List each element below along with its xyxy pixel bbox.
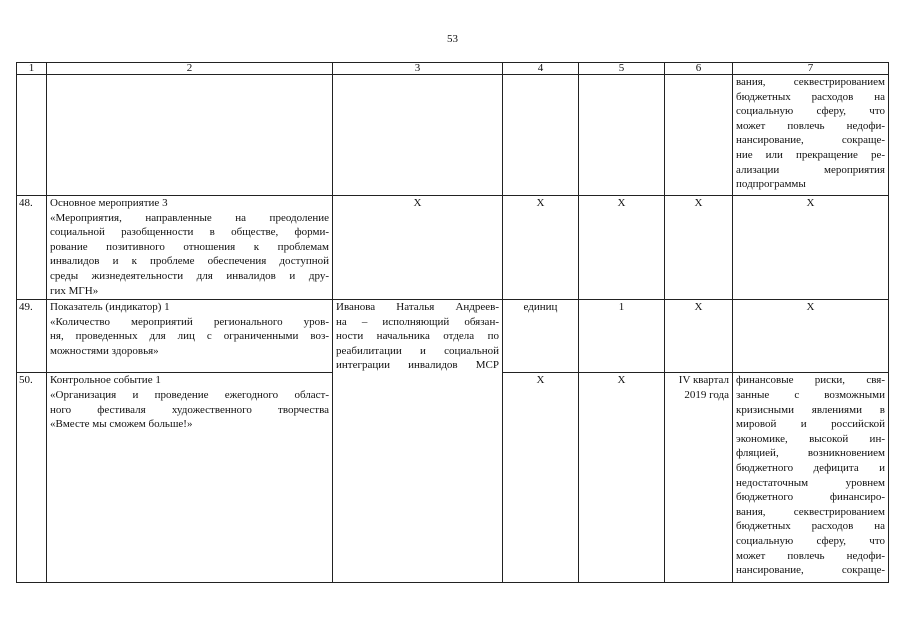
col-header-4: 4	[503, 63, 579, 75]
unit-cell: Х	[503, 196, 579, 300]
value-cell: Х	[579, 373, 665, 583]
col-header-7: 7	[733, 63, 889, 75]
row-number: 48.	[17, 196, 47, 300]
col-header-1: 1	[17, 63, 47, 75]
measures-table	[16, 62, 889, 583]
deadline-cell: IV квартал 2019 года	[665, 373, 733, 583]
row-number: 49.	[17, 300, 47, 373]
indicator-text: Показатель (индикатор) 1 «Количество мероприятий регионального уров- ня, проведенных для лиц с ограниченными воз- можностями здоровья»	[47, 300, 333, 373]
main-activity-text: Основное мероприятие 3 «Мероприятия, направленные на преодоление социальной разобщенности в обществе, форми- рование позитивного отношения к проблемам инвалидов и к проблеме обеспечения доступной среды жизнедеятельности для инвалидов и дру- гих МГН»	[47, 196, 333, 300]
unit-cell: единиц	[503, 300, 579, 373]
continued-col4	[503, 75, 579, 196]
continued-row	[17, 75, 889, 196]
continued-risk-text: вания, секвестрированием бюджетных расходов на социальную сферу, что может повлечь недофи- нансирование, сокраще- ние или прекращение ре- ализации мероприятия подпрограммы	[733, 75, 889, 196]
responsible-cell: Х	[333, 196, 503, 300]
responsible-person: Иванова Наталья Андреев- на – исполняющий обязан- ности начальника отдела по реабилитации и социальной интеграции инвалидов МСР	[333, 300, 503, 373]
deadline-cell: Х	[665, 196, 733, 300]
risk-cell: Х	[733, 196, 889, 300]
unit-cell: Х	[503, 373, 579, 583]
risk-text: финансовые риски, свя- занные с возможными кризисными явлениями в мировой и российской экономике, высокой ин- фляцией, возникновением бюджетного дефицита и недостаточным уровнем бюджетного финансиро- вания, секвестрированием бюджетных расходов на социальную сферу, что может повлечь недофи- нансирование, сокраще-	[733, 373, 889, 583]
continued-num	[17, 75, 47, 196]
col-header-2: 2	[47, 63, 333, 75]
continued-col6	[665, 75, 733, 196]
table-row-50	[17, 373, 889, 583]
col-header-3: 3	[333, 63, 503, 75]
responsible-cell	[333, 373, 503, 583]
continued-col2	[47, 75, 333, 196]
page-number: 53	[447, 33, 458, 45]
value-cell: Х	[579, 196, 665, 300]
control-event-text: Контрольное событие 1 «Организация и проведение ежегодного област- ного фестиваля художественного творчества «Вместе мы сможем больше!»	[47, 373, 333, 583]
value-cell: 1	[579, 300, 665, 373]
table-row-49	[17, 300, 889, 373]
row-number: 50.	[17, 373, 47, 583]
deadline-cell: Х	[665, 300, 733, 373]
risk-cell: Х	[733, 300, 889, 373]
table-row-48	[17, 196, 889, 300]
column-number-header	[17, 63, 889, 75]
continued-col5	[579, 75, 665, 196]
col-header-5: 5	[579, 63, 665, 75]
col-header-6: 6	[665, 63, 733, 75]
continued-col3	[333, 75, 503, 196]
